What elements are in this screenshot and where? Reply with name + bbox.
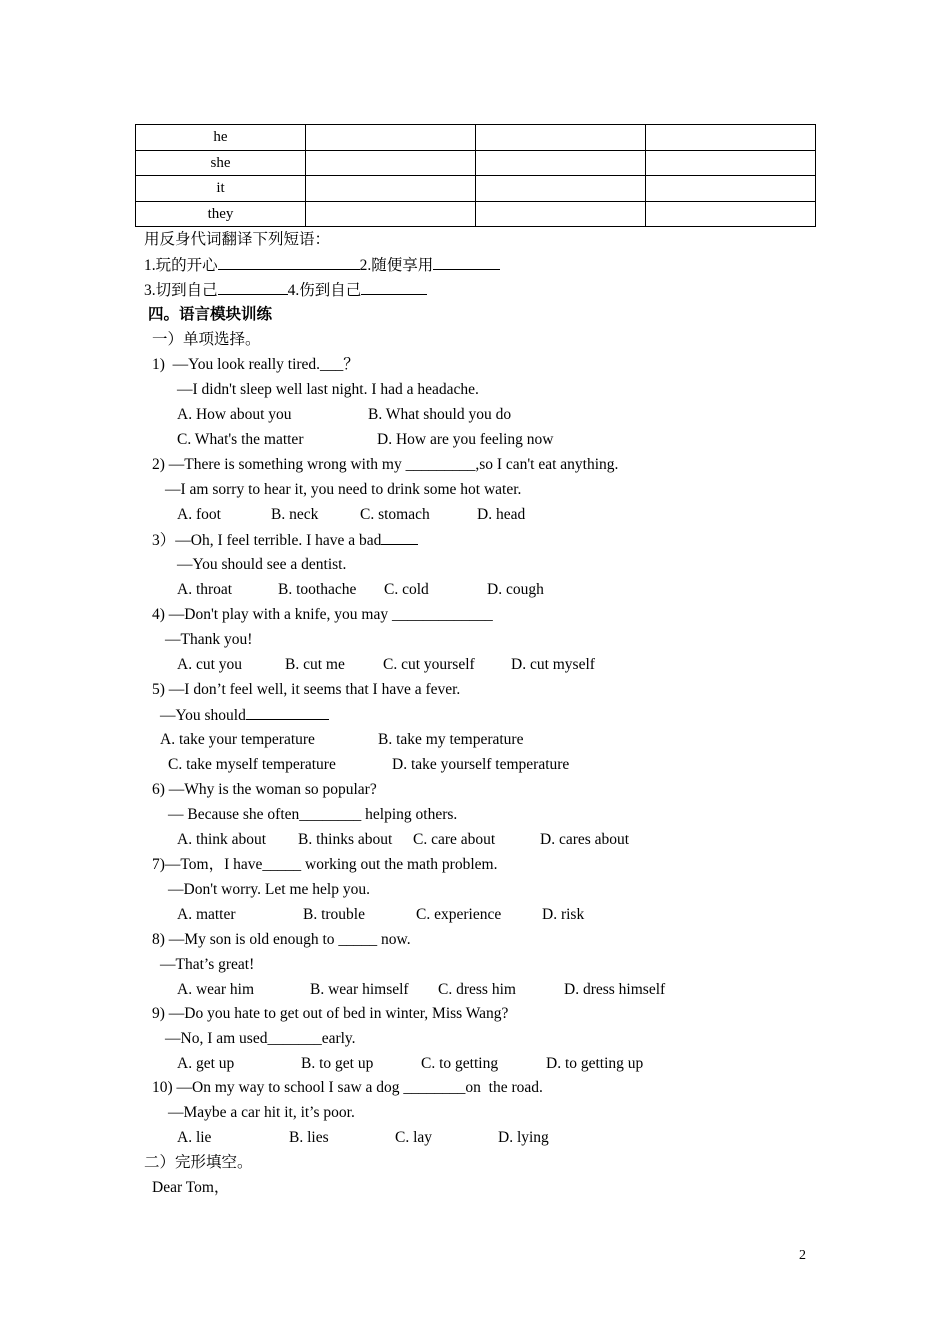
question-1-reply: —I didn't sleep well last night. I had a headache. bbox=[177, 381, 479, 398]
question-8-option-c: C. dress him bbox=[438, 981, 516, 998]
reflexive-item-4: 4.伤到自己 bbox=[287, 282, 362, 299]
question-2-option-b: B. neck bbox=[271, 506, 319, 523]
answer-blank bbox=[218, 280, 288, 295]
question-9-option-b: B. to get up bbox=[301, 1055, 374, 1072]
answer-cell bbox=[476, 201, 646, 227]
question-8-reply: —That’s great! bbox=[160, 956, 255, 973]
reflexive-line-2 bbox=[144, 280, 427, 301]
question-6-option-a: A. think about bbox=[177, 831, 267, 848]
question-8-stem: 8) —My son is old enough to _____ now. bbox=[152, 931, 411, 948]
question-1-option-b: B. What should you do bbox=[368, 406, 512, 423]
table-row bbox=[136, 150, 816, 176]
question-6-option-d: D. cares about bbox=[540, 831, 630, 848]
question-7-option-a: A. matter bbox=[177, 906, 236, 923]
question-4-stem: 4) —Don't play with a knife, you may _____________ bbox=[152, 606, 493, 623]
answer-blank bbox=[218, 255, 360, 270]
question-10-reply: —Maybe a car hit it, it’s poor. bbox=[168, 1104, 355, 1121]
part-heading-single-choice: 一）单项选择。 bbox=[152, 331, 261, 348]
question-4-option-b: B. cut me bbox=[285, 656, 345, 673]
question-5-reply: —You should bbox=[160, 707, 246, 724]
question-7-option-c: C. experience bbox=[416, 906, 502, 923]
page-number: 2 bbox=[799, 1248, 806, 1263]
letter-greeting: Dear Tom， bbox=[152, 1179, 230, 1196]
question-9-reply: —No, I am used_______early. bbox=[165, 1030, 356, 1047]
pronoun-cell: they bbox=[136, 201, 306, 227]
question-2-stem: 2) —There is something wrong with my _________,so I can't eat anything. bbox=[152, 456, 619, 473]
question-5-option-b: B. take my temperature bbox=[378, 731, 524, 748]
question-5-option-d: D. take yourself temperature bbox=[392, 756, 570, 773]
question-3-reply: —You should see a dentist. bbox=[177, 556, 347, 573]
reflexive-line-1 bbox=[144, 255, 500, 276]
answer-cell bbox=[646, 150, 816, 176]
question-6-stem: 6) —Why is the woman so popular? bbox=[152, 781, 377, 798]
answer-cell bbox=[476, 150, 646, 176]
question-10-stem: 10) —On my way to school I saw a dog ________on the road. bbox=[152, 1079, 543, 1096]
answer-blank bbox=[246, 705, 329, 720]
question-4-option-d: D. cut myself bbox=[511, 656, 595, 673]
question-3-option-b: B. toothache bbox=[278, 581, 357, 598]
question-1-option-c: C. What's the matter bbox=[177, 431, 304, 448]
pronoun-cell: she bbox=[136, 150, 306, 176]
table-row bbox=[136, 176, 816, 202]
question-8-option-d: D. dress himself bbox=[564, 981, 666, 998]
section-title: 四。语言模块训练 bbox=[148, 306, 273, 323]
question-1-stem: 1) —You look really tired.___？ bbox=[152, 356, 359, 373]
question-4-option-c: C. cut yourself bbox=[383, 656, 475, 673]
reflexive-item-3: 3.切到自己 bbox=[144, 282, 218, 299]
question-8-option-a: A. wear him bbox=[177, 981, 255, 998]
answer-cell bbox=[306, 176, 476, 202]
question-10-option-a: A. lie bbox=[177, 1129, 212, 1146]
answer-cell bbox=[476, 176, 646, 202]
question-3-option-d: D. cough bbox=[487, 581, 544, 598]
question-5-stem: 5) —I don’t feel well, it seems that I have a fever. bbox=[152, 681, 461, 698]
question-8-option-b: B. wear himself bbox=[310, 981, 409, 998]
question-9-option-c: C. to getting bbox=[421, 1055, 499, 1072]
reflexive-item-1: 1.玩的开心 bbox=[144, 257, 218, 274]
answer-cell bbox=[306, 125, 476, 151]
question-2-option-d: D. head bbox=[477, 506, 526, 523]
question-3-option-c: C. cold bbox=[384, 581, 429, 598]
answer-cell bbox=[646, 125, 816, 151]
question-7-option-d: D. risk bbox=[542, 906, 585, 923]
table-row bbox=[136, 125, 816, 151]
pronoun-table bbox=[135, 124, 816, 227]
question-10-option-d: D. lying bbox=[498, 1129, 549, 1146]
question-7-reply: —Don't worry. Let me help you. bbox=[168, 881, 370, 898]
question-6-reply: — Because she often________ helping others. bbox=[168, 806, 458, 823]
part-heading-cloze: 二）完形填空。 bbox=[144, 1154, 253, 1171]
reflexive-item-2: 2.随便享用 bbox=[359, 257, 434, 274]
question-6-option-c: C. care about bbox=[413, 831, 496, 848]
question-7-stem: 7)—Tom，I have_____ working out the math problem. bbox=[152, 856, 498, 873]
table-row bbox=[136, 201, 816, 227]
question-10-option-c: C. lay bbox=[395, 1129, 433, 1146]
question-5-option-a: A. take your temperature bbox=[160, 731, 315, 748]
question-10-option-b: B. lies bbox=[289, 1129, 329, 1146]
pronoun-cell: it bbox=[136, 176, 306, 202]
question-1-option-d: D. How are you feeling now bbox=[377, 431, 554, 448]
answer-blank bbox=[433, 255, 500, 270]
answer-cell bbox=[646, 201, 816, 227]
question-7-option-b: B. trouble bbox=[303, 906, 365, 923]
answer-blank bbox=[361, 280, 427, 295]
answer-cell bbox=[646, 176, 816, 202]
question-9-stem: 9) —Do you hate to get out of bed in winter, Miss Wang? bbox=[152, 1005, 509, 1022]
question-9-option-a: A. get up bbox=[177, 1055, 235, 1072]
question-9-option-d: D. to getting up bbox=[546, 1055, 644, 1072]
reflexive-instruction: 用反身代词翻译下列短语： bbox=[144, 231, 331, 248]
question-4-reply: —Thank you! bbox=[165, 631, 253, 648]
question-5-reply-line bbox=[160, 705, 329, 726]
question-2-option-c: C. stomach bbox=[360, 506, 430, 523]
question-3-stem: 3）—Oh, I feel terrible. I have a bad bbox=[152, 532, 382, 549]
answer-cell bbox=[306, 201, 476, 227]
question-6-option-b: B. thinks about bbox=[298, 831, 393, 848]
question-2-option-a: A. foot bbox=[177, 506, 221, 523]
answer-blank bbox=[381, 530, 418, 545]
question-3-line bbox=[152, 530, 418, 551]
question-5-option-c: C. take myself temperature bbox=[168, 756, 336, 773]
answer-cell bbox=[476, 125, 646, 151]
question-1-option-a: A. How about you bbox=[177, 406, 292, 423]
pronoun-cell: he bbox=[136, 125, 306, 151]
question-2-reply: —I am sorry to hear it, you need to drink some hot water. bbox=[165, 481, 522, 498]
question-3-option-a: A. throat bbox=[177, 581, 233, 598]
question-4-option-a: A. cut you bbox=[177, 656, 243, 673]
answer-cell bbox=[306, 150, 476, 176]
